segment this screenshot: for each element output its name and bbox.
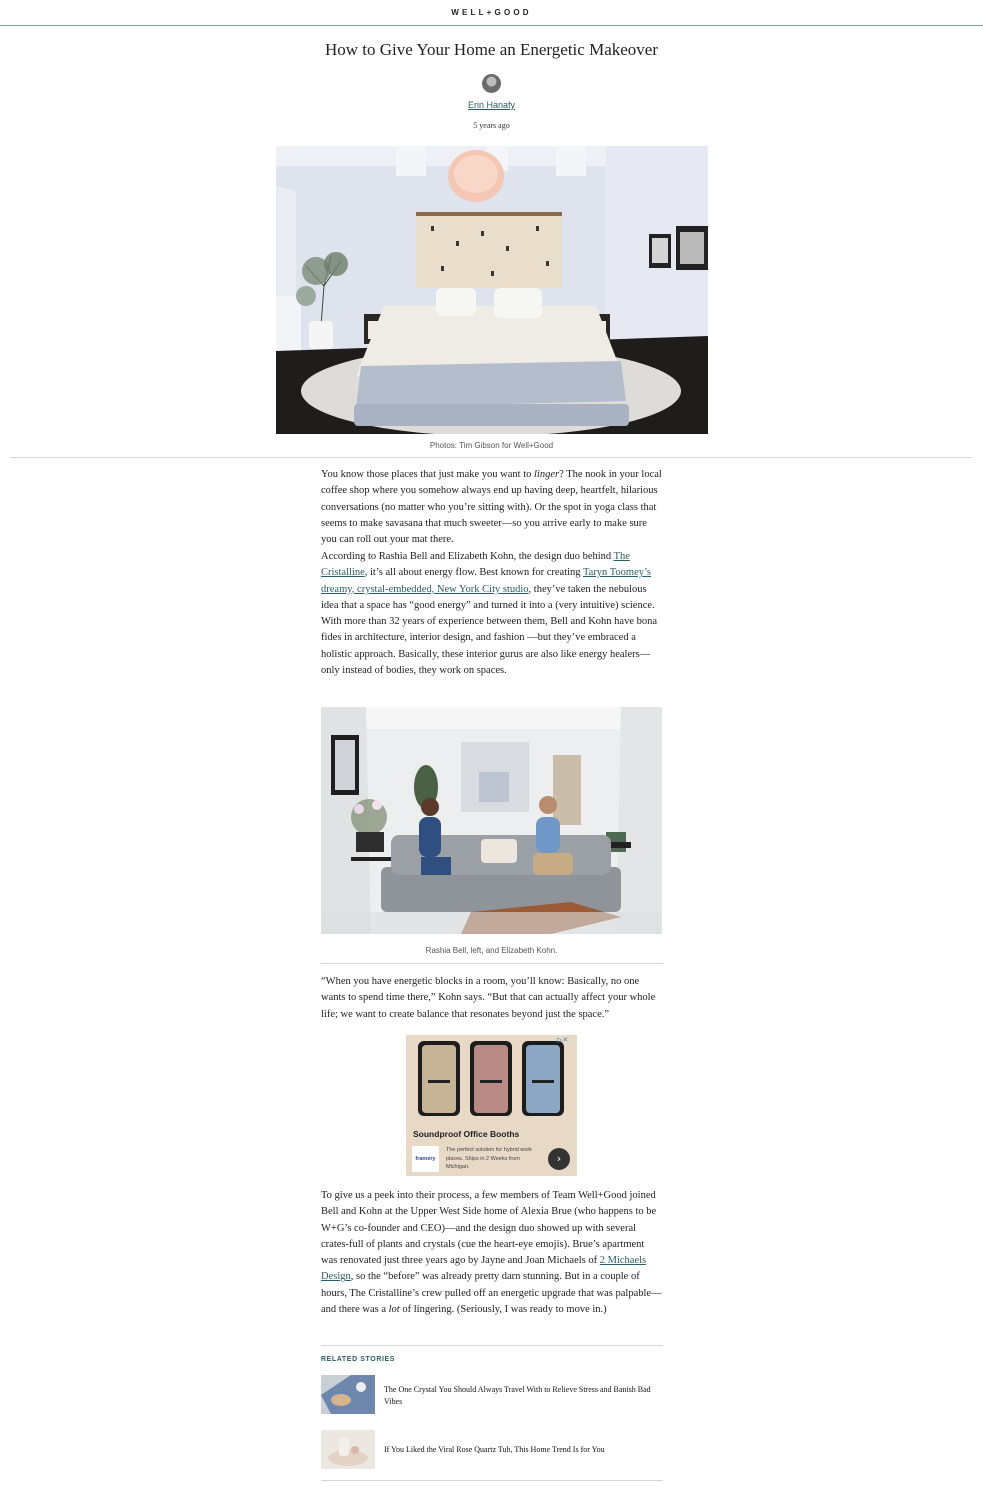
text-span: , so the “before” was already pretty darn stunning. But in a couple of hours, The Cristalline’s crew pulled off an energetic upgrade that was palpable—and there was a [321, 1271, 662, 1316]
related-stories-heading: RELATED STORIES [321, 1356, 396, 1363]
paragraph-3: “When you have energetic blocks in a room, you’ll know: Basically, no one wants to spend time there,” Kohn says. “But that can actually affect your whole life; we want to create balance that resonates beyond just the space.” [321, 976, 656, 1020]
text-span: According to Rashia Bell and Elizabeth Kohn, the design duo behind [321, 551, 614, 562]
paragraph-1 [321, 467, 663, 548]
paragraph-2 [321, 549, 663, 679]
link-the-cristalline[interactable]: The Cristalline [321, 551, 630, 579]
author-link[interactable]: Erin Hanafy [467, 100, 516, 110]
related-thumbnail[interactable] [321, 1375, 375, 1414]
divider [321, 1345, 663, 1346]
link-taryn-toomey-studio[interactable]: Taryn Toomey’s dreamy, crystal-embedded, New York City studio [321, 567, 652, 595]
designers-photo [321, 707, 662, 934]
site-header [0, 0, 983, 26]
related-story-link[interactable]: If You Liked the Viral Rose Quartz Tub, This Home Trend Is for You [384, 1445, 605, 1454]
article-title: How to Give Your Home an Energetic Makeover [324, 40, 658, 59]
divider [321, 963, 663, 964]
text-span: ? The nook in your local coffee shop where you somehow always end up having deep, heartfelt, hilarious conversations (no matter who you’re sitting with). Or the spot in yoga class that seems to make savasana that much sweeter—so you arrive early to make sure you can roll out your mat there. [321, 469, 662, 546]
publish-date: 5 years ago [473, 121, 510, 130]
text-span: of lingering. (Seriously, I was ready to move in.) [399, 1304, 607, 1316]
ad-title[interactable]: Soundproof Office Booths [413, 1129, 520, 1139]
related-thumbnail[interactable] [321, 1430, 375, 1469]
hero-image [276, 146, 708, 434]
divider [321, 1480, 663, 1481]
link-2-michaels-design[interactable]: 2 Michaels Design [321, 1255, 647, 1283]
text-span: You know those places that just make you want to [321, 469, 534, 480]
emphasis: lot [388, 1304, 400, 1316]
related-story-link[interactable]: The One Crystal You Should Always Travel With to Relieve Stress and Banish Bad Vibes [384, 1385, 651, 1406]
emphasis: linger [534, 469, 560, 480]
ad-banner[interactable] [406, 1035, 577, 1176]
divider [10, 457, 972, 458]
paragraph-4 [321, 1188, 663, 1318]
site-logo[interactable]: WELL+GOOD [451, 8, 532, 17]
text-span: , it’s all about energy flow. Best known for creating [364, 567, 583, 579]
photo-caption: Rashia Bell, left, and Elizabeth Kohn. [425, 946, 558, 955]
text-span: , they’ve taken the nebulous idea that a space has “good energy” and turned it into a (very intuitive) science. With more than 32 years of experience between them, Bell and Kohn have bona fides in architecture, interior design, and fashion —but they’ve embraced a holistic approach. Basically, these interior gurus are also like energy healers—only instead of bodies, they work on spaces. [321, 583, 658, 677]
chevron-right-icon[interactable]: › [548, 1148, 570, 1170]
ad-choices-icon[interactable]: ▷✕ [557, 1036, 569, 1044]
ad-brand-logo: framery [412, 1146, 439, 1172]
author-avatar[interactable] [482, 74, 501, 93]
hero-caption: Photos: Tim Gibson for Well+Good [429, 441, 554, 450]
ad-text: The perfect solution for hybrid work places. Ships in 2 Weeks from Michigan. [446, 1147, 532, 1170]
text-span: To give us a peek into their process, a few members of Team Well+Good joined Bell and Kohn at the Upper West Side home of Alexia Brue (who happens to be W+G’s co-founder and CEO)—and the design duo showed up with several crates-full of plants and crystals (cue the heart-eye emojis). Brue’s apartment was renovated just three years ago by Jayne and Joan Michaels of [321, 1190, 657, 1267]
